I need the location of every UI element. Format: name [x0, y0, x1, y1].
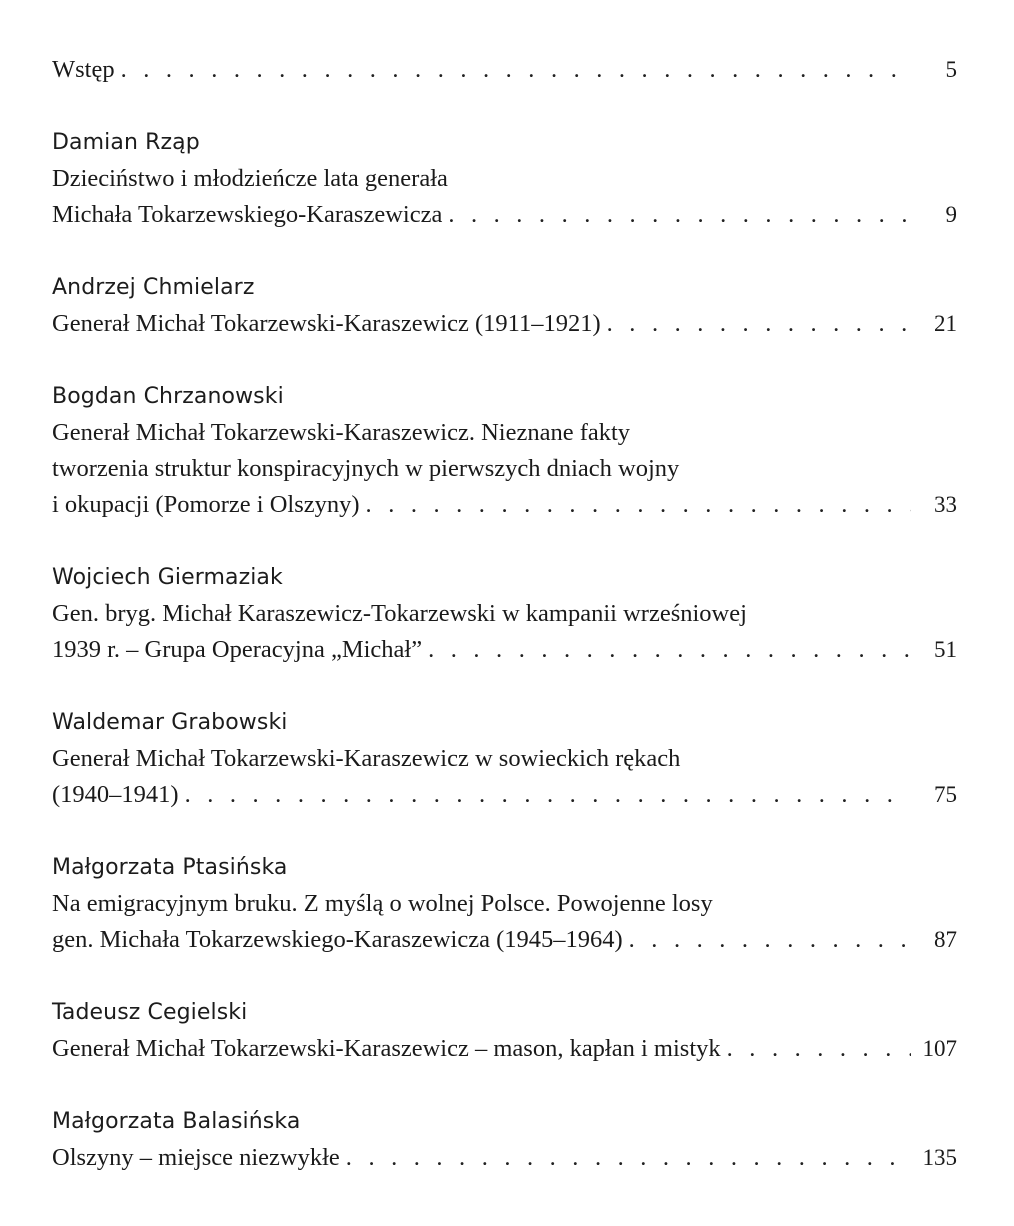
dot-leader	[448, 197, 911, 233]
page-number: 87	[934, 927, 957, 952]
title-line: i okupacji (Pomorze i Olszyny)	[52, 491, 360, 518]
dot-leader	[346, 1140, 911, 1176]
title-line: Na emigracyjnym bruku. Z myślą o wolnej Polsce. Powojenne losy	[52, 890, 713, 917]
title-line: tworzenia struktur konspiracyjnych w pierwszych dniach wojny	[52, 455, 680, 482]
toc-entry-last-line	[52, 52, 957, 88]
page-number: 21	[934, 311, 957, 336]
author-name: Andrzej Chmielarz	[52, 275, 255, 300]
title-line: Generał Michał Tokarzewski-Karaszewicz – mason, kapłan i mistyk	[52, 1035, 721, 1062]
toc-entry	[52, 995, 957, 1067]
author-name: Małgorzata Balasińska	[52, 1109, 301, 1134]
title-line: Olszyny – miejsce niezwykłe	[52, 1144, 340, 1171]
author-name: Małgorzata Ptasińska	[52, 855, 288, 880]
toc-entry	[52, 850, 957, 958]
title-line: Generał Michał Tokarzewski-Karaszewicz w sowieckich rękach	[52, 745, 681, 772]
toc-entry	[52, 125, 957, 233]
page-number: 5	[945, 57, 957, 82]
title-line: Dzieciństwo i młodzieńcze lata generała	[52, 165, 448, 192]
author-name: Bogdan Chrzanowski	[52, 384, 284, 409]
page-number: 33	[934, 492, 957, 517]
table-of-contents	[52, 52, 957, 1176]
author-name: Damian Rząp	[52, 130, 200, 155]
dot-leader	[607, 306, 911, 342]
page-number: 107	[922, 1036, 957, 1061]
toc-entry-last-line	[52, 1140, 957, 1176]
toc-entry	[52, 379, 957, 523]
title-line: (1940–1941)	[52, 781, 179, 808]
toc-entry-last-line	[52, 487, 957, 523]
toc-entry	[52, 560, 957, 668]
page-number: 135	[922, 1145, 957, 1170]
title-line: 1939 r. – Grupa Operacyjna „Michał”	[52, 636, 423, 663]
toc-entry-last-line	[52, 306, 957, 342]
toc-entry-title: Wstęp	[52, 56, 115, 83]
title-line: gen. Michała Tokarzewskiego-Karaszewicza (1945–1964)	[52, 926, 623, 953]
toc-entry-last-line	[52, 632, 957, 668]
author-name: Tadeusz Cegielski	[52, 1000, 248, 1025]
toc-entry-last-line	[52, 197, 957, 233]
toc-entry-last-line	[52, 922, 957, 958]
dot-leader	[121, 52, 911, 88]
title-line: Gen. bryg. Michał Karaszewicz-Tokarzewski w kampanii wrześniowej	[52, 600, 747, 627]
toc-entry-intro	[52, 52, 957, 88]
dot-leader	[629, 922, 911, 958]
title-line: Generał Michał Tokarzewski-Karaszewicz. Nieznane fakty	[52, 419, 631, 446]
author-name: Wojciech Giermaziak	[52, 565, 283, 590]
page-number: 51	[934, 637, 957, 662]
dot-leader	[185, 777, 911, 813]
toc-entry-last-line	[52, 777, 957, 813]
toc-entry	[52, 270, 957, 342]
dot-leader	[428, 632, 911, 668]
title-line: Generał Michał Tokarzewski-Karaszewicz (1911–1921)	[52, 310, 601, 337]
page-number: 9	[945, 202, 957, 227]
toc-entry	[52, 1104, 957, 1176]
title-line: Michała Tokarzewskiego-Karaszewicza	[52, 201, 443, 228]
toc-entry	[52, 705, 957, 813]
toc-entry-last-line	[52, 1031, 957, 1067]
dot-leader	[366, 487, 911, 523]
dot-leader	[727, 1031, 911, 1067]
author-name: Waldemar Grabowski	[52, 710, 288, 735]
page-number: 75	[934, 782, 957, 807]
